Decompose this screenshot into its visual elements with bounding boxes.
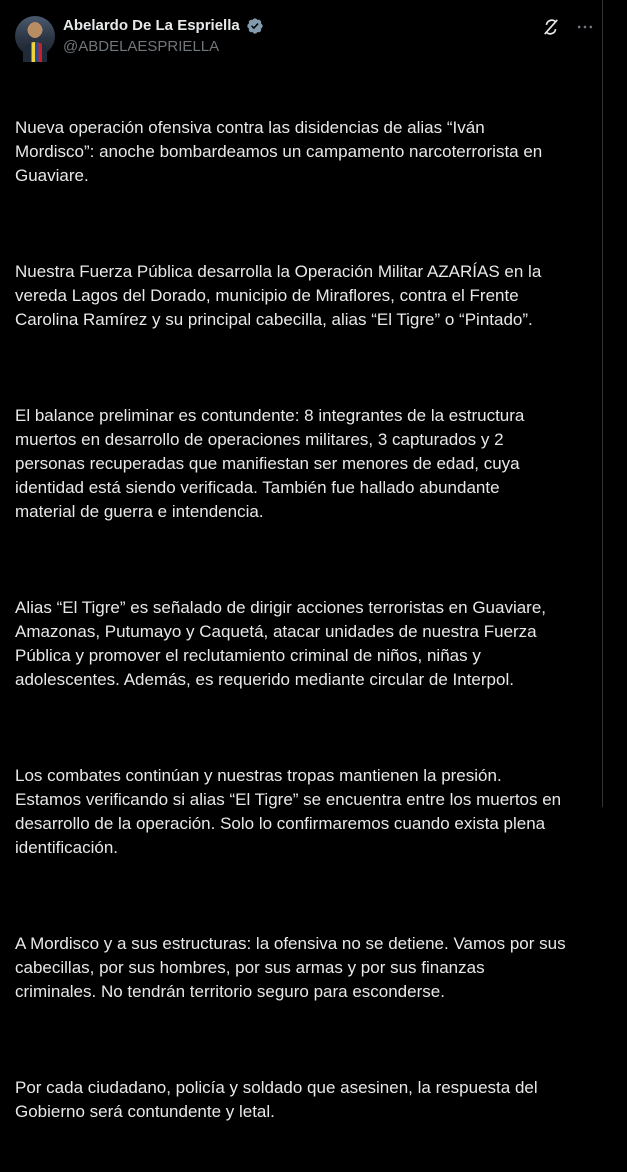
tweet-paragraph-4: Alias “El Tigre” es señalado de dirigir acciones terroristas en Guaviare, Amazonas, Putumayo y Caquetá, atacar unidades de nuestra Fuerza Pública y promover el reclutamiento criminal de niños, niñas y adolescentes. Además, es requerido mediante circular de Interpol. <box>15 598 547 689</box>
tweet-paragraph-6: A Mordisco y a sus estructuras: la ofensiva no se detiene. Vamos por sus cabecillas, por sus hombres, por sus armas y por sus finanzas criminales. No tendrán territorio seguro para esconderse. <box>15 934 566 1001</box>
tweet-paragraph-3: El balance preliminar es contundente: 8 integrantes de la estructura muertos en desarrollo de operaciones militares, 3 capturados y 2 personas recuperadas que manifiestan ser menores de edad, cuya identidad está siendo verificada. También fue hallado abundante material de guerra e intendencia. <box>15 406 525 521</box>
tweet-paragraph-1: Nueva operación ofensiva contra las disidencias de alias “Iván Mordisco”: anoche bombardeamos un campamento narcoterrorista en Guaviare. <box>15 118 543 185</box>
column-divider <box>602 0 603 807</box>
avatar-head <box>28 22 42 38</box>
tweet-paragraph-5: Los combates continúan y nuestras tropas mantienen la presión. Estamos verificando si alias “El Tigre” se encuentra entre los muertos en desarrollo de la operación. Solo lo confirmaremos cuando exista plena identificación. <box>15 766 562 857</box>
tweet-paragraph-7: Por cada ciudadano, policía y soldado que asesinen, la respuesta del Gobierno será contundente y letal. <box>15 1078 538 1121</box>
verified-badge-icon <box>246 17 264 35</box>
avatar-shirt <box>23 42 47 62</box>
tweet-paragraph-2: Nuestra Fuerza Pública desarrolla la Operación Militar AZARÍAS en la vereda Lagos del Dorado, municipio de Miraflores, contra el Frente Carolina Ramírez y su principal cabecilla, alias “El Tigre” o “Pintado”. <box>15 262 542 329</box>
header-actions <box>541 17 595 37</box>
tweet-header <box>15 14 595 58</box>
grok-slash-icon[interactable] <box>541 17 561 37</box>
tweet-text <box>15 68 585 1172</box>
author-display-name[interactable]: Abelardo De La Espriella <box>63 17 240 34</box>
author-handle[interactable]: @ABDELAESPRIELLA <box>63 38 220 55</box>
author-name-block[interactable] <box>63 16 264 57</box>
avatar[interactable] <box>15 16 55 56</box>
more-dots-icon[interactable] <box>575 17 595 37</box>
